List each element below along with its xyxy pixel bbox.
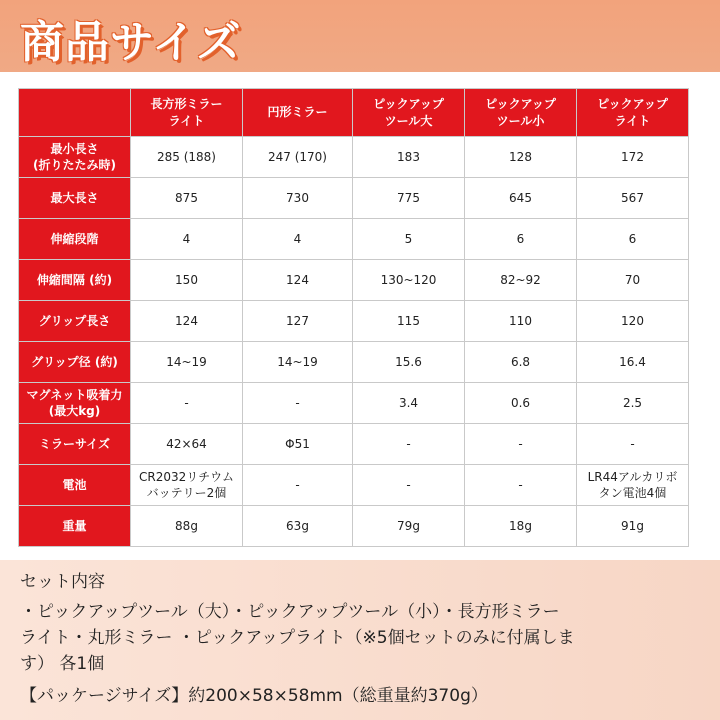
table-row [19, 301, 689, 342]
table-body [19, 137, 689, 547]
table-cell: 3.4 [353, 383, 465, 424]
table-cell: 14~19 [131, 342, 243, 383]
table-corner-cell [19, 89, 131, 137]
table-cell: 4 [243, 219, 353, 260]
table-cell: 42×64 [131, 424, 243, 465]
table-cell: 0.6 [465, 383, 577, 424]
row-header: 最小長さ (折りたたみ時) [19, 137, 131, 178]
table-cell: 567 [577, 178, 689, 219]
table-cell: 82~92 [465, 260, 577, 301]
table-cell: 150 [131, 260, 243, 301]
table-cell: LR44アルカリボ タン電池4個 [577, 465, 689, 506]
column-header: ピックアップ ライト [577, 89, 689, 137]
table-cell: 247 (170) [243, 137, 353, 178]
table-cell: 115 [353, 301, 465, 342]
row-header: 伸縮間隔 (約) [19, 260, 131, 301]
table-cell: 63g [243, 506, 353, 547]
table-cell: 285 (188) [131, 137, 243, 178]
table-cell: 127 [243, 301, 353, 342]
table-header-row [19, 89, 689, 137]
table-cell: 6.8 [465, 342, 577, 383]
row-header: ミラーサイズ [19, 424, 131, 465]
table-cell: 120 [577, 301, 689, 342]
column-header: ピックアップ ツール大 [353, 89, 465, 137]
table-cell: 4 [131, 219, 243, 260]
table-cell: 183 [353, 137, 465, 178]
table-cell: 730 [243, 178, 353, 219]
table-cell: CR2032リチウム バッテリー2個 [131, 465, 243, 506]
table-cell: 6 [577, 219, 689, 260]
table-cell: - [131, 383, 243, 424]
table-cell: 775 [353, 178, 465, 219]
table-cell: 88g [131, 506, 243, 547]
row-header: 重量 [19, 506, 131, 547]
table-cell: 645 [465, 178, 577, 219]
column-header: ピックアップ ツール小 [465, 89, 577, 137]
table-row [19, 178, 689, 219]
table-cell: 124 [243, 260, 353, 301]
table-cell: 79g [353, 506, 465, 547]
table-cell: - [465, 465, 577, 506]
package-size: 【パッケージサイズ】約200×58×58mm（総重量約370g） [20, 686, 488, 706]
row-header: グリップ径 (約) [19, 342, 131, 383]
table-cell: 875 [131, 178, 243, 219]
table-cell: 128 [465, 137, 577, 178]
table-cell: 15.6 [353, 342, 465, 383]
row-header: 電池 [19, 465, 131, 506]
table-row [19, 383, 689, 424]
table-row [19, 506, 689, 547]
table-cell: 91g [577, 506, 689, 547]
row-header: 最大長さ [19, 178, 131, 219]
table-cell: - [243, 465, 353, 506]
table-cell: 18g [465, 506, 577, 547]
set-contents-line: ライト・丸形ミラー ・ピックアップライト（※5個セットのみに付属しま [20, 628, 575, 648]
table-cell: - [353, 465, 465, 506]
row-header: 伸縮段階 [19, 219, 131, 260]
table-cell: 5 [353, 219, 465, 260]
table-cell: 14~19 [243, 342, 353, 383]
table-cell: 130~120 [353, 260, 465, 301]
set-contents-line: ・ピックアップツール（大）・ピックアップツール（小）・長方形ミラー [20, 602, 560, 622]
row-header: グリップ長さ [19, 301, 131, 342]
row-header: マグネット吸着力 (最大kg) [19, 383, 131, 424]
table-row [19, 342, 689, 383]
table-row [19, 219, 689, 260]
table-row [19, 465, 689, 506]
table-cell: - [243, 383, 353, 424]
set-contents-line: す） 各1個 [20, 654, 105, 674]
table-cell: 6 [465, 219, 577, 260]
column-header: 長方形ミラー ライト [131, 89, 243, 137]
table-row [19, 260, 689, 301]
spec-table [18, 88, 689, 547]
set-contents-title: セット内容 [20, 572, 105, 592]
spec-panel [0, 72, 720, 560]
table-cell: 124 [131, 301, 243, 342]
table-cell: - [465, 424, 577, 465]
table-cell: 172 [577, 137, 689, 178]
table-cell: - [577, 424, 689, 465]
footer-info [0, 560, 720, 720]
table-row [19, 137, 689, 178]
table-cell: 70 [577, 260, 689, 301]
table-cell: - [353, 424, 465, 465]
page-title: 商品サイズ [20, 17, 242, 68]
table-cell: 2.5 [577, 383, 689, 424]
table-cell: 16.4 [577, 342, 689, 383]
table-cell: Φ51 [243, 424, 353, 465]
table-row [19, 424, 689, 465]
table-cell: 110 [465, 301, 577, 342]
column-header: 円形ミラー [243, 89, 353, 137]
header-banner [0, 0, 720, 72]
